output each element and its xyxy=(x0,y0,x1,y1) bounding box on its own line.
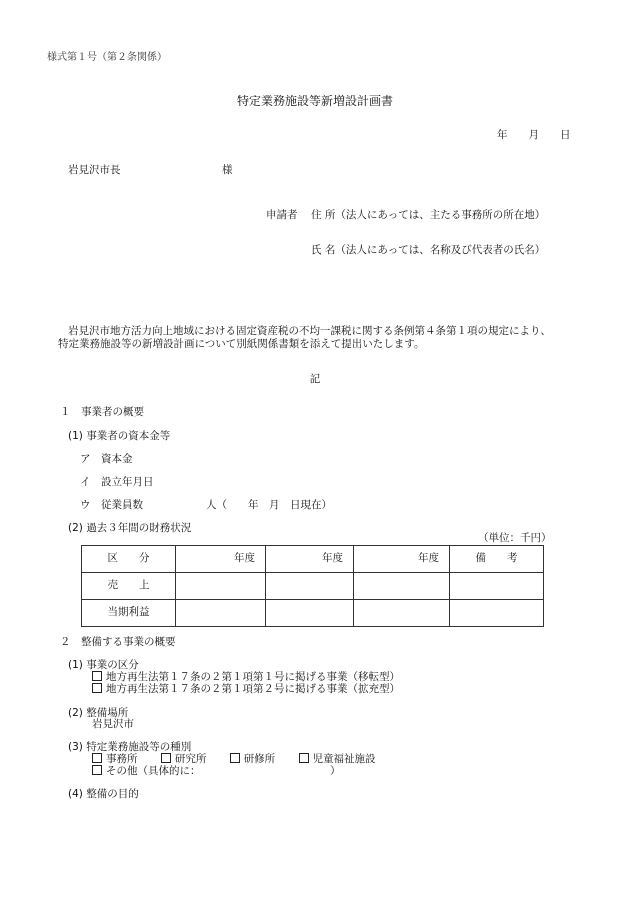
table-header-row xyxy=(82,546,544,573)
capital-label: ア 資本金 xyxy=(80,453,133,465)
intro-paragraph xyxy=(58,325,578,351)
checkbox-icon[interactable] xyxy=(161,753,171,763)
facility-type-training-label: 研修所 xyxy=(243,753,276,765)
section2-sub2: (2) 整備場所 xyxy=(68,707,129,719)
section1-heading: １ 事業者の概要 xyxy=(60,406,144,418)
employees-label: ウ 従業員数 xyxy=(80,499,143,511)
category-option-1-label: 地方再生法第１７条の２第１項第１号に掲げる事業（移転型） xyxy=(106,671,400,683)
row-label-profit: 当期利益 xyxy=(82,600,176,627)
facility-type-research-label: 研究所 xyxy=(174,753,207,765)
intro-line-1: 岩見沢市地方活力向上地域における固定資産税の不均一課税に関する条例第４条第１項の規定により、 xyxy=(68,325,551,337)
row-label-sales: 売 上 xyxy=(82,573,176,600)
table-row xyxy=(82,600,544,627)
checkbox-icon[interactable] xyxy=(230,753,240,763)
cell-profit-year-1[interactable] xyxy=(176,600,266,627)
date-line: 年 月 日 xyxy=(497,129,571,141)
facility-other-label: その他（具体的に： xyxy=(106,765,201,777)
header-year-3: 年度 xyxy=(354,546,450,573)
facility-type-childcare-label: 児童福祉施設 xyxy=(312,753,376,765)
document-title: 特定業務施設等新増設計画書 xyxy=(236,94,393,108)
facility-type-other[interactable] xyxy=(92,765,201,778)
section2-sub3: (3) 特定業務施設等の種別 xyxy=(68,741,192,753)
cell-sales-remarks[interactable] xyxy=(450,573,544,600)
header-remarks: 備 考 xyxy=(450,546,544,573)
ki-marker: 記 xyxy=(309,373,321,385)
checkbox-icon[interactable] xyxy=(299,753,309,763)
form-number: 様式第１号（第２条関係） xyxy=(47,52,167,63)
section2-sub4: (4) 整備の目的 xyxy=(68,788,139,800)
applicant-name-line: 氏 名（法人にあっては、名称及び代表者の氏名） xyxy=(311,244,546,256)
checkbox-icon[interactable] xyxy=(92,765,102,775)
table-row xyxy=(82,573,544,600)
facility-type-research[interactable] xyxy=(161,753,207,765)
facility-type-childcare[interactable] xyxy=(299,753,376,765)
facility-other-close: ） xyxy=(330,765,341,777)
employees-unit: 人（ 年 月 日現在） xyxy=(206,499,332,511)
established-label: イ 設立年月日 xyxy=(80,476,154,488)
cell-sales-year-2[interactable] xyxy=(266,573,354,600)
applicant-address-line: 住 所（法人にあっては、主たる事務所の所在地） xyxy=(311,209,546,221)
facility-type-office[interactable] xyxy=(92,753,138,765)
cell-sales-year-3[interactable] xyxy=(354,573,450,600)
unit-note: （単位：千円） xyxy=(478,532,552,544)
category-option-2-label: 地方再生法第１７条の２第１項第２号に掲げる事業（拡充型） xyxy=(106,683,400,695)
section2-sub1: (1) 事業の区分 xyxy=(68,659,139,671)
cell-profit-year-3[interactable] xyxy=(354,600,450,627)
section1-sub1: (1) 事業者の資本金等 xyxy=(68,430,171,442)
header-year-1: 年度 xyxy=(176,546,266,573)
financial-table xyxy=(81,545,544,627)
checkbox-icon[interactable] xyxy=(92,671,102,681)
applicant-label: 申請者 xyxy=(266,209,298,221)
header-year-2: 年度 xyxy=(266,546,354,573)
facility-type-training[interactable] xyxy=(230,753,276,765)
category-option-2[interactable] xyxy=(92,683,400,696)
section1-sub2: (2) 過去３年間の財務状況 xyxy=(68,522,192,534)
cell-profit-year-2[interactable] xyxy=(266,600,354,627)
cell-profit-remarks[interactable] xyxy=(450,600,544,627)
section2-heading: ２ 整備する事業の概要 xyxy=(60,636,176,648)
intro-line-2: 特定業務施設等の新増設計画について別紙関係書類を添えて提出いたします。 xyxy=(58,338,425,350)
checkbox-icon[interactable] xyxy=(92,753,102,763)
addressee: 岩見沢市長 xyxy=(68,164,121,176)
facility-type-office-label: 事務所 xyxy=(106,753,138,765)
location-value: 岩見沢市 xyxy=(92,718,134,730)
cell-sales-year-1[interactable] xyxy=(176,573,266,600)
header-category: 区 分 xyxy=(82,546,176,573)
checkbox-icon[interactable] xyxy=(92,683,102,693)
honorific: 様 xyxy=(222,164,233,176)
